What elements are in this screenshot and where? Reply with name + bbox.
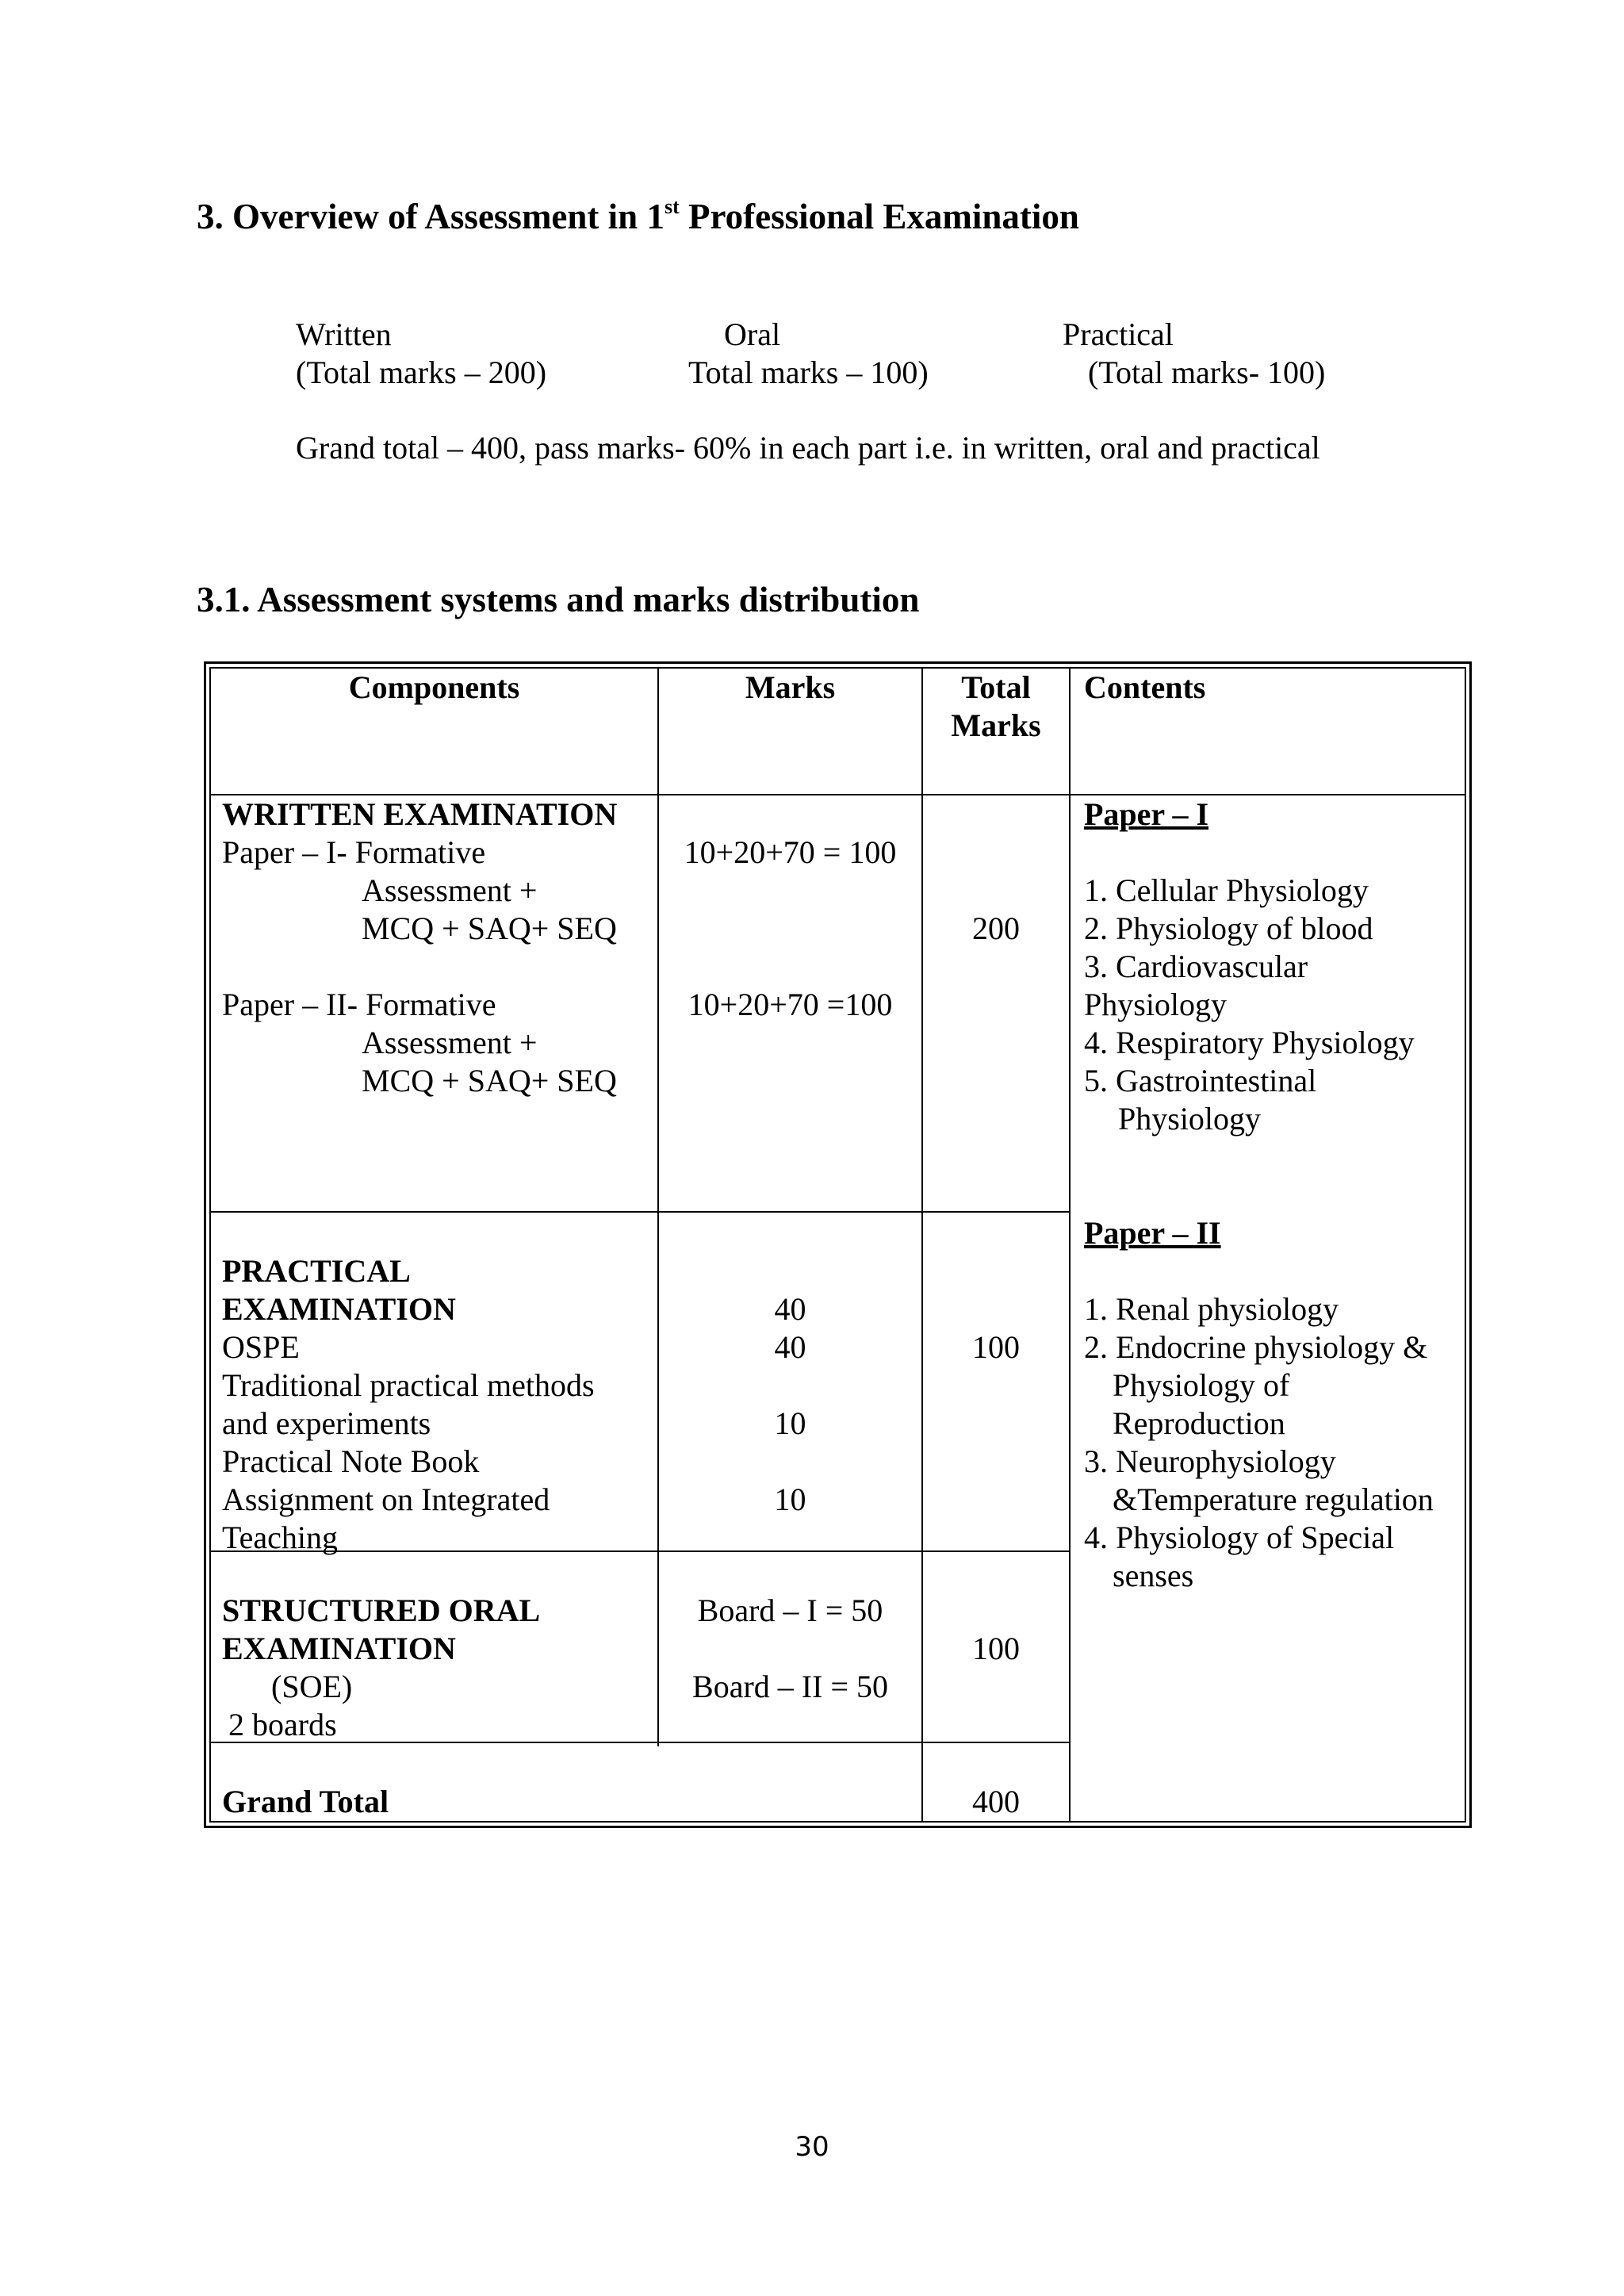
row-divider-oral — [211, 1742, 1069, 1743]
paper2-topic: senses — [1113, 1558, 1194, 1593]
written-paper1-line2: Assessment + — [362, 872, 538, 908]
row-divider-written — [211, 1211, 1069, 1213]
written-paper2-line3: MCQ + SAQ+ SEQ — [362, 1063, 617, 1098]
oral-exam-boards: 2 boards — [228, 1707, 337, 1742]
paper1-topic: 3. Cardiovascular — [1084, 949, 1308, 984]
practical-item: OSPE — [222, 1329, 300, 1365]
written-label: Written — [296, 316, 392, 352]
grand-total-label: Grand Total — [222, 1784, 389, 1819]
grand-total-note: Grand total – 400, pass marks- 60% in each part i.e. in written, oral and practical — [296, 430, 1320, 466]
oral-marks: Total marks – 100) — [688, 355, 929, 390]
practical-label: Practical — [1063, 316, 1174, 352]
header-total-2: Marks — [951, 707, 1041, 743]
oral-exam-title-2: EXAMINATION — [222, 1631, 456, 1666]
written-marks: (Total marks – 200) — [296, 355, 547, 390]
grand-total-value: 400 — [972, 1784, 1020, 1819]
practical-mark: 10 — [774, 1405, 806, 1441]
page-number: 30 — [795, 2131, 829, 2163]
paper1-topic: Physiology — [1084, 987, 1228, 1022]
practical-item: Teaching — [222, 1520, 339, 1555]
practical-total: 100 — [972, 1329, 1020, 1365]
row-divider-practical — [211, 1550, 1069, 1552]
header-contents: Contents — [1084, 669, 1206, 705]
written-paper2-line1: Paper – II- Formative — [222, 987, 496, 1022]
paper2-topic: 4. Physiology of Special — [1084, 1520, 1395, 1555]
paper1-topic: 1. Cellular Physiology — [1084, 872, 1369, 908]
practical-mark: 40 — [774, 1329, 806, 1365]
paper2-topic: Physiology of — [1113, 1367, 1290, 1403]
paper2-topic: 1. Renal physiology — [1084, 1291, 1339, 1327]
ordinal-suffix: st — [664, 195, 680, 218]
subsection-heading: 3.1. Assessment systems and marks distribution — [197, 580, 920, 619]
written-paper2-marks: 10+20+70 =100 — [688, 987, 893, 1022]
paper2-topic: &Temperature regulation — [1113, 1481, 1434, 1517]
practical-mark: 40 — [774, 1291, 806, 1327]
practical-exam-title-2: EXAMINATION — [222, 1291, 456, 1327]
section-heading-suffix: Professional Examination — [679, 197, 1079, 236]
paper1-topic: 5. Gastrointestinal — [1084, 1063, 1317, 1098]
oral-label: Oral — [724, 316, 781, 352]
written-paper1-marks: 10+20+70 = 100 — [684, 834, 897, 870]
paper2-topic: 3. Neurophysiology — [1084, 1443, 1336, 1479]
oral-board2-marks: Board – II = 50 — [692, 1669, 888, 1704]
practical-item: Assignment on Integrated — [222, 1481, 550, 1517]
col-divider-marks — [657, 669, 659, 1746]
header-marks: Marks — [745, 669, 836, 705]
written-paper2-line2: Assessment + — [362, 1025, 538, 1060]
written-paper1-line3: MCQ + SAQ+ SEQ — [362, 910, 617, 946]
header-components: Components — [348, 669, 520, 705]
oral-board1-marks: Board – I = 50 — [697, 1593, 883, 1628]
paper2-topic: 2. Endocrine physiology & — [1084, 1329, 1428, 1365]
section-heading-text: 3. Overview of Assessment in 1 — [197, 197, 665, 236]
oral-exam-abbrev: (SOE) — [271, 1669, 353, 1704]
practical-item: and experiments — [222, 1405, 431, 1441]
paper1-topic: 4. Respiratory Physiology — [1084, 1025, 1415, 1060]
paper1-title: Paper – I — [1084, 796, 1209, 832]
practical-item: Practical Note Book — [222, 1443, 480, 1479]
written-paper1-line1: Paper – I- Formative — [222, 834, 486, 870]
oral-exam-title-1: STRUCTURED ORAL — [222, 1593, 541, 1628]
paper2-topic: Reproduction — [1113, 1405, 1285, 1441]
written-exam-title: WRITTEN EXAMINATION — [222, 796, 618, 832]
oral-total: 100 — [972, 1631, 1020, 1666]
practical-exam-title-1: PRACTICAL — [222, 1253, 411, 1289]
header-total-1: Total — [961, 669, 1031, 705]
paper1-topic: Physiology — [1118, 1101, 1262, 1137]
practical-item: Traditional practical methods — [222, 1367, 595, 1403]
practical-marks: (Total marks- 100) — [1088, 355, 1326, 390]
practical-mark: 10 — [774, 1481, 806, 1517]
col-divider-contents — [1069, 669, 1071, 1821]
section-heading — [197, 196, 1079, 237]
written-total: 200 — [972, 910, 1020, 946]
paper1-topic: 2. Physiology of blood — [1084, 910, 1373, 946]
paper2-title: Paper – II — [1084, 1215, 1221, 1251]
